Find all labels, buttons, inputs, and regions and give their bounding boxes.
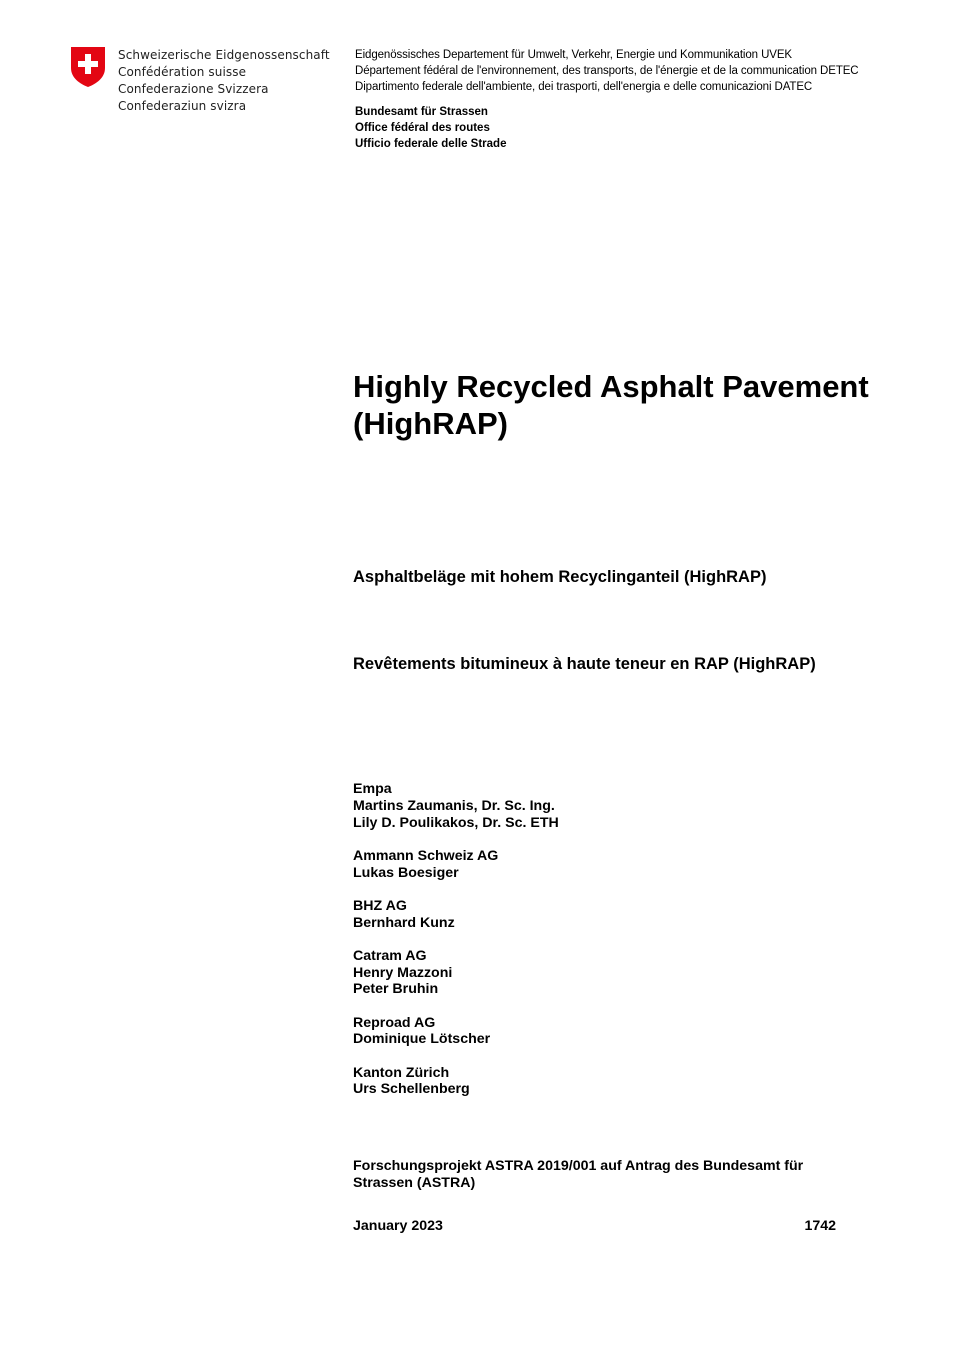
author-list (353, 781, 559, 1115)
publication-date: January 2023 (353, 1218, 443, 1234)
confederation-names (118, 47, 330, 115)
department-line-de: Eidgenössisches Departement für Umwelt, Verkehr, Energie und Kommunikation UVEK (355, 49, 792, 61)
author-name: Lukas Boesiger (353, 864, 459, 881)
author-group-catram (353, 948, 559, 998)
author-name: Peter Bruhin (353, 981, 439, 998)
office-line-fr: Office fédéral des routes (355, 122, 490, 134)
research-project-note: Forschungsprojekt ASTRA 2019/001 auf Antrag des Bundesamt für Strassen (ASTRA) (353, 1158, 804, 1191)
author-group-kanton-zurich (353, 1065, 559, 1099)
author-name: Bernhard Kunz (353, 914, 455, 931)
organization-name: BHZ AG (353, 897, 407, 914)
author-name: Dominique Lötscher (353, 1031, 491, 1048)
subtitle-german: Asphaltbeläge mit hohem Recyclinganteil (HighRAP) (353, 568, 767, 586)
department-line-it: Dipartimento federale dell'ambiente, dei trasporti, dell'energia e delle comunicazioni DATEC (355, 81, 813, 93)
report-title: Highly Recycled Asphalt Pavement (HighRAP) (353, 369, 869, 441)
confederation-name-de: Schweizerische Eidgenossenschaft (118, 48, 330, 62)
author-name: Urs Schellenberg (353, 1081, 470, 1098)
organization-name: Empa (353, 781, 392, 797)
author-name: Lily D. Poulikakos, Dr. Sc. ETH (353, 814, 559, 831)
office-line-it: Ufficio federale delle Strade (355, 138, 507, 150)
organization-name: Reproad AG (353, 1014, 436, 1031)
author-group-empa (353, 781, 559, 831)
swiss-shield-icon (70, 46, 106, 88)
author-name: Martins Zaumanis, Dr. Sc. Ing. (353, 797, 555, 814)
author-group-reproad (353, 1015, 559, 1049)
confederation-name-fr: Confédération suisse (118, 65, 247, 79)
confederation-logo (70, 46, 340, 116)
author-group-bhz (353, 898, 559, 932)
organization-name: Catram AG (353, 947, 427, 964)
office-line-de: Bundesamt für Strassen (355, 106, 488, 118)
author-group-ammann (353, 848, 559, 882)
confederation-name-rm: Confederaziun svizra (118, 99, 247, 113)
department-header (355, 47, 859, 95)
organization-name: Kanton Zürich (353, 1064, 450, 1081)
confederation-name-it: Confederazione Svizzera (118, 82, 269, 96)
report-number: 1742 (804, 1218, 836, 1234)
subtitle-french: Revêtements bitumineux à haute teneur en RAP (HighRAP) (353, 655, 816, 673)
office-header (355, 104, 506, 152)
organization-name: Ammann Schweiz AG (353, 847, 499, 864)
department-line-fr: Département fédéral de l'environnement, des transports, de l'énergie et de la communication DETEC (355, 65, 859, 77)
author-name: Henry Mazzoni (353, 964, 453, 981)
